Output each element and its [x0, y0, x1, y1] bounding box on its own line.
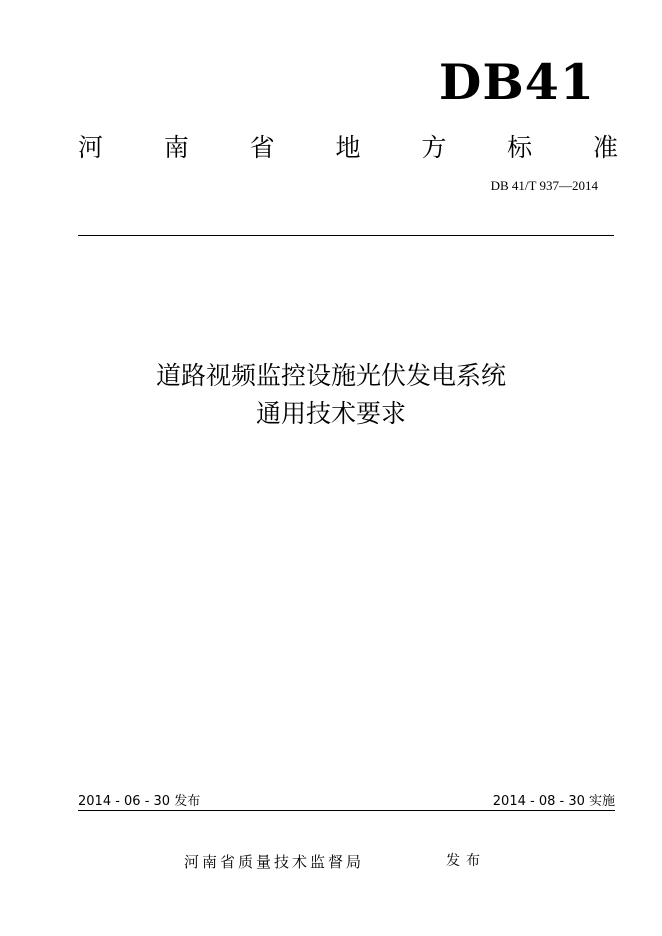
standard-type-char: 准 [592, 133, 618, 162]
header-divider [78, 235, 614, 236]
standard-type-heading [78, 126, 618, 166]
document-title-line-1: 道路视频监控设施光伏发电系统 [155, 361, 506, 390]
standard-code-heading: DB41 [438, 53, 595, 111]
standard-type-char: 标 [507, 133, 533, 162]
standard-type-char: 地 [335, 133, 361, 162]
footer-divider [78, 810, 615, 811]
standard-type-char: 南 [163, 133, 189, 162]
standard-number: DB 41/T 937—2014 [490, 178, 598, 193]
standard-type-char: 方 [421, 133, 447, 162]
standard-type-char: 河 [78, 133, 104, 162]
document-title [0, 358, 662, 432]
publisher-name: 河南省质量技术监督局 [184, 853, 365, 871]
publish-label: 发布 [446, 853, 486, 869]
issue-date: 2014 - 06 - 30 发布 [78, 794, 201, 809]
document-title-line-2: 通用技术要求 [255, 399, 406, 428]
standard-type-char: 省 [249, 133, 275, 162]
implementation-date: 2014 - 08 - 30 实施 [492, 794, 615, 809]
